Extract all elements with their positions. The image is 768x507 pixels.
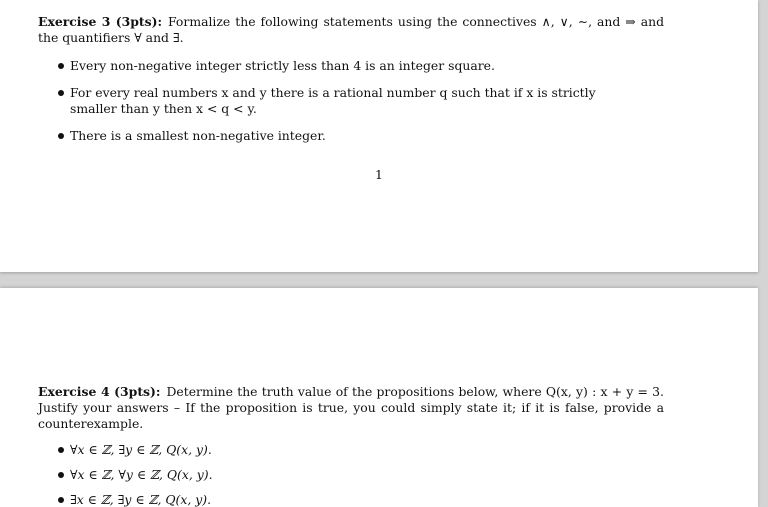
exercise-3-list — [38, 58, 664, 144]
page-number: 1 — [375, 167, 383, 182]
bullet-icon — [58, 63, 64, 69]
exercise-4-list — [38, 442, 664, 507]
exercise-3 — [38, 14, 664, 155]
list-item — [38, 128, 664, 144]
list-item-text: There is a smallest non-negative integer. — [70, 128, 326, 143]
exercise-4-intro-paragraph — [38, 384, 664, 432]
list-item-text: Every non-negative integer strictly less than 4 is an integer square. — [70, 58, 495, 73]
bullet-icon — [58, 133, 64, 139]
list-item — [38, 467, 664, 483]
bullet-icon — [58, 497, 64, 503]
bullet-icon — [58, 472, 64, 478]
document-page-2 — [0, 288, 758, 507]
list-item — [38, 85, 664, 117]
exercise-3-intro-paragraph — [38, 14, 664, 46]
proposition-text: ∀x ∈ ℤ, ∀y ∈ ℤ, Q(x, y). — [70, 467, 213, 482]
list-item — [38, 58, 664, 74]
list-item — [38, 492, 664, 507]
bullet-icon — [58, 90, 64, 96]
proposition-text: ∃x ∈ ℤ, ∃y ∈ ℤ, Q(x, y). — [70, 492, 212, 507]
exercise-3-intro: Formalize the following statements using the connectives ∧, ∨, ∼, and ⇒ and the quantifiers ∀ and ∃. — [38, 14, 664, 45]
exercise-4 — [38, 384, 664, 507]
list-item — [38, 442, 664, 458]
proposition-text: ∀x ∈ ℤ, ∃y ∈ ℤ, Q(x, y). — [70, 442, 212, 457]
exercise-4-intro: Determine the truth value of the propositions below, where Q(x, y) : x + y = 3. Justify your answers – If the proposition is true, you could simply state it; if it is false, provide a counterexample. — [38, 384, 664, 431]
bullet-icon — [58, 447, 64, 453]
exercise-4-title: Exercise 4 (3pts): — [38, 384, 161, 399]
exercise-3-title: Exercise 3 (3pts): — [38, 14, 163, 29]
list-item-text: For every real numbers x and y there is a rational number q such that if x is strictly smaller than y then x < q < y. — [70, 85, 596, 116]
